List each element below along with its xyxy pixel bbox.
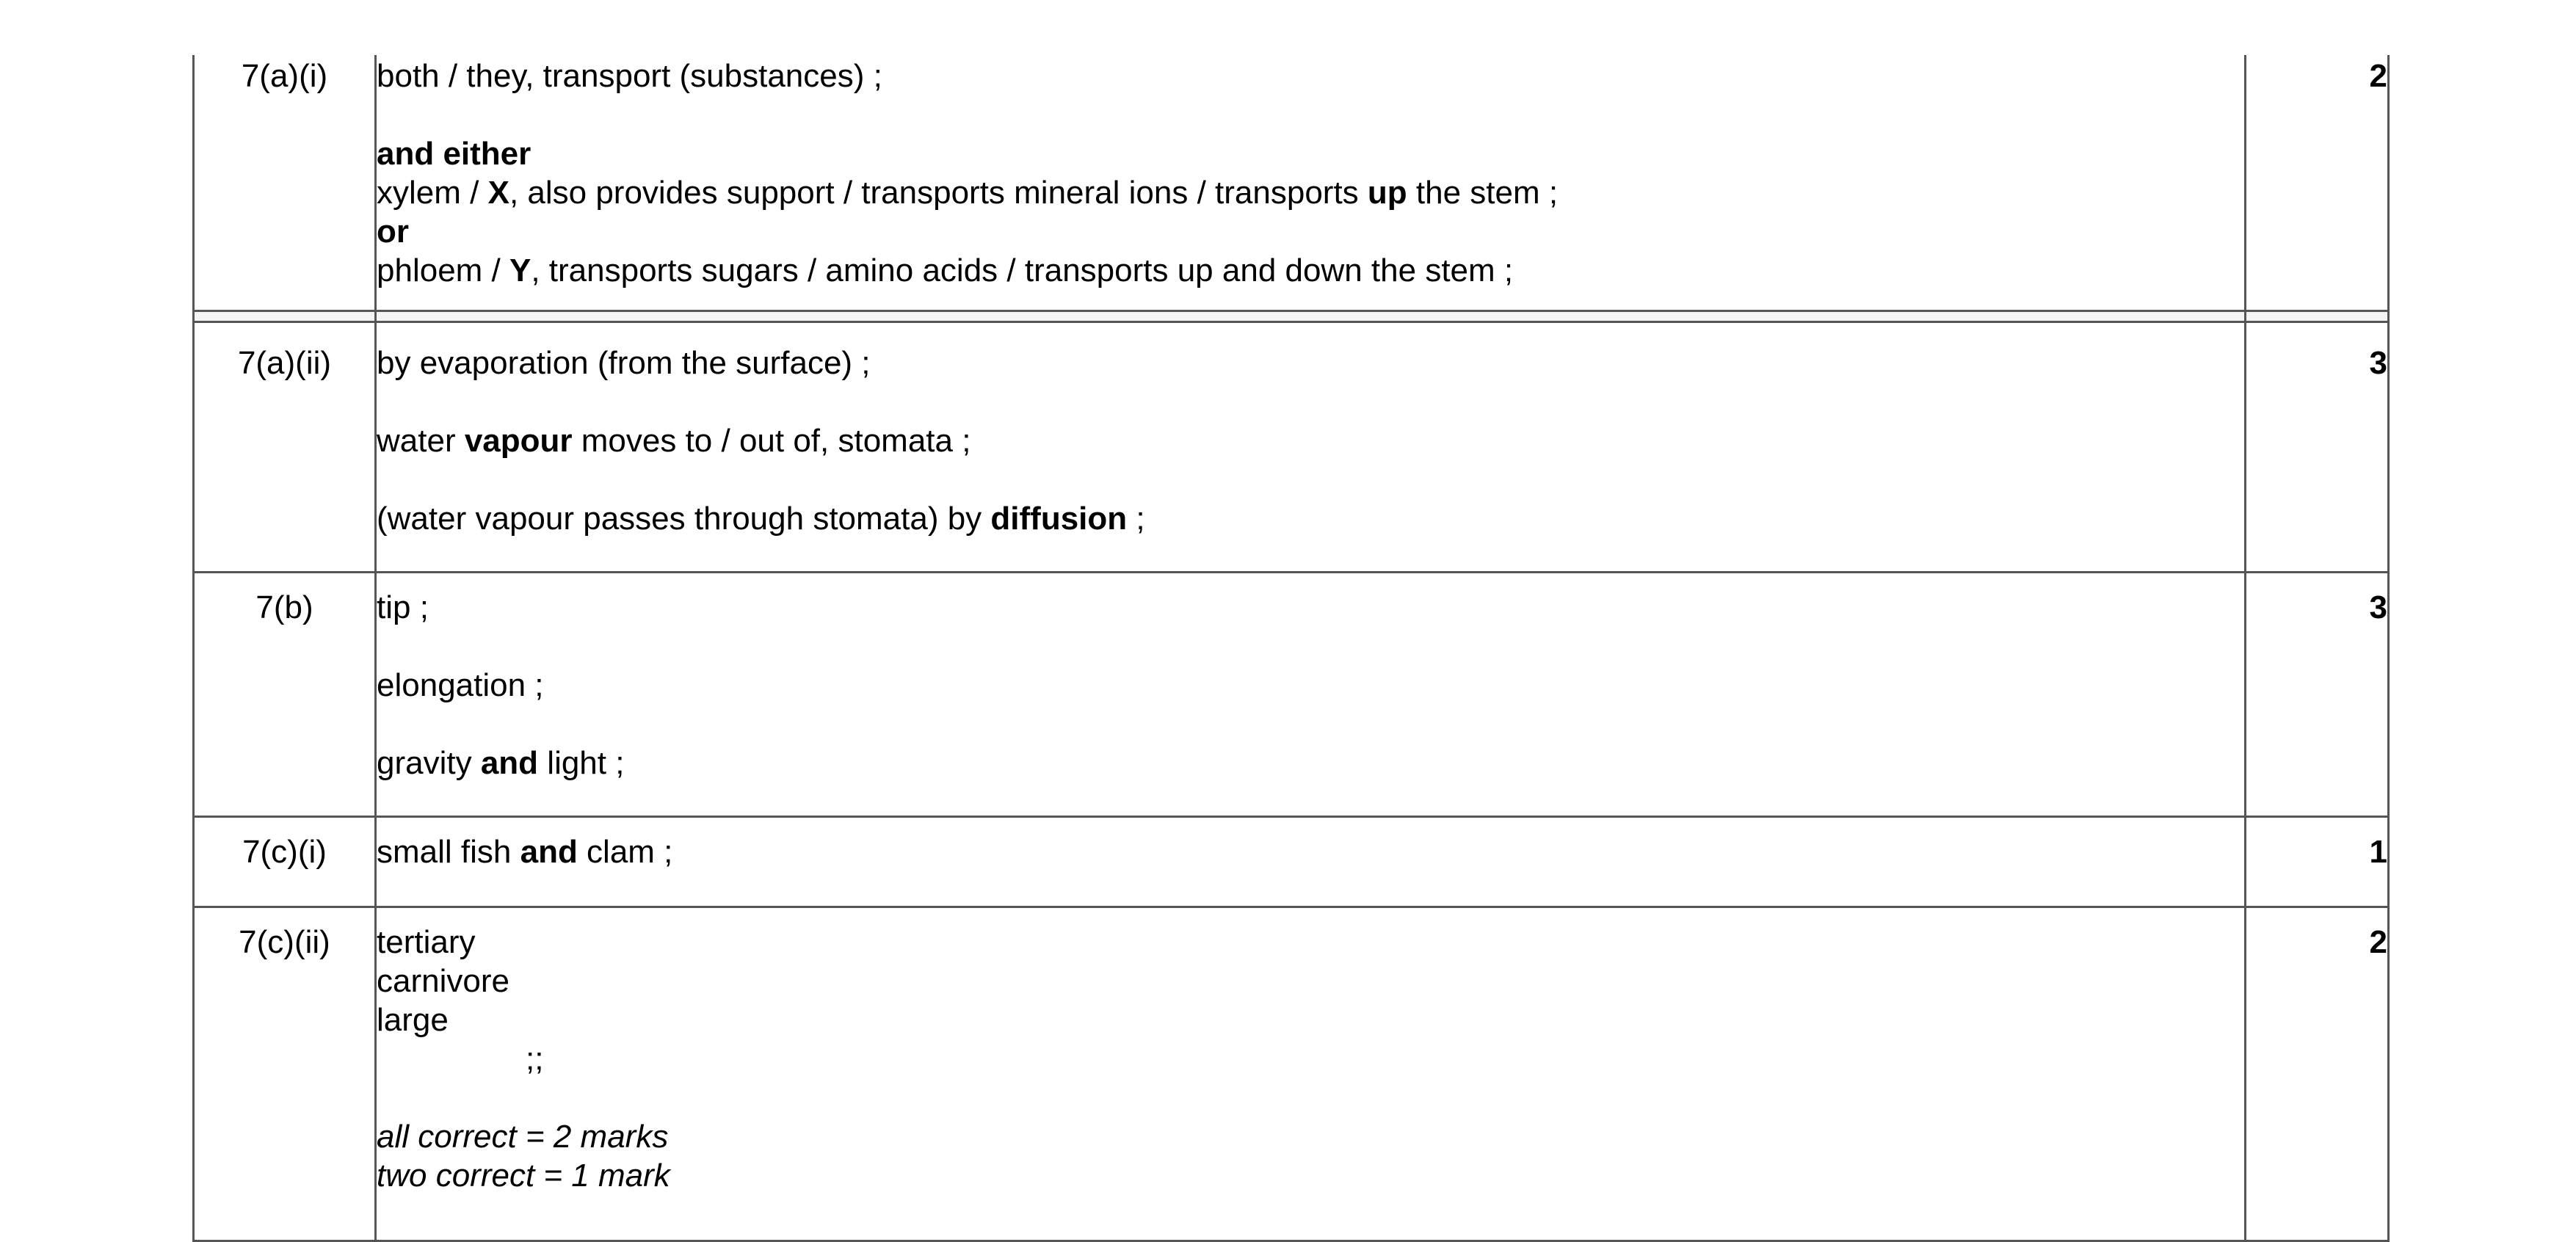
mark-scheme-table [192,55,2390,1242]
answer-line: tip ; [377,589,429,625]
answer-line: carnivore [377,963,509,999]
marks-value: 3 [2246,573,2389,817]
answer-line: or [377,214,409,250]
answer-cell [376,322,2246,573]
marks-value: 3 [2246,322,2389,573]
marks-value: 2 [2246,55,2389,311]
table-row [194,322,2389,573]
answer-line: xylem / X, also provides support / transports mineral ions / transports up the stem ; [377,175,1559,211]
answer-cell [376,817,2246,907]
row-separator [194,311,2389,322]
answer-line: ;; [526,1041,544,1077]
answer-line: water vapour moves to / out of, stomata ; [377,423,971,459]
answer-line: both / they, transport (substances) ; [377,58,882,94]
answer-line: tertiary [377,924,476,960]
marks-value: 2 [2246,907,2389,1241]
answer-line: by evaporation (from the surface) ; [377,345,871,381]
answer-line: phloem / Y, transports sugars / amino acids / transports up and down the stem ; [377,253,1514,288]
answer-line: and either [377,136,531,172]
table-row [194,55,2389,311]
answer-cell [376,907,2246,1241]
answer-cell [376,55,2246,311]
marking-note: all correct = 2 marks [377,1119,669,1155]
answer-cell [376,573,2246,817]
question-number: 7(a)(ii) [194,322,376,573]
question-number: 7(c)(i) [194,817,376,907]
marks-value: 1 [2246,817,2389,907]
answer-line: large [377,1002,449,1038]
question-number: 7(c)(ii) [194,907,376,1241]
answer-line: small fish and clam ; [377,834,673,870]
table-row [194,573,2389,817]
table-row [194,817,2389,907]
answer-line: elongation ; [377,667,544,703]
question-number: 7(b) [194,573,376,817]
answer-line: (water vapour passes through stomata) by diffusion ; [377,501,1145,537]
question-number: 7(a)(i) [194,55,376,311]
table-row [194,907,2389,1241]
answer-line: gravity and light ; [377,745,625,781]
marking-note: two correct = 1 mark [377,1158,670,1194]
